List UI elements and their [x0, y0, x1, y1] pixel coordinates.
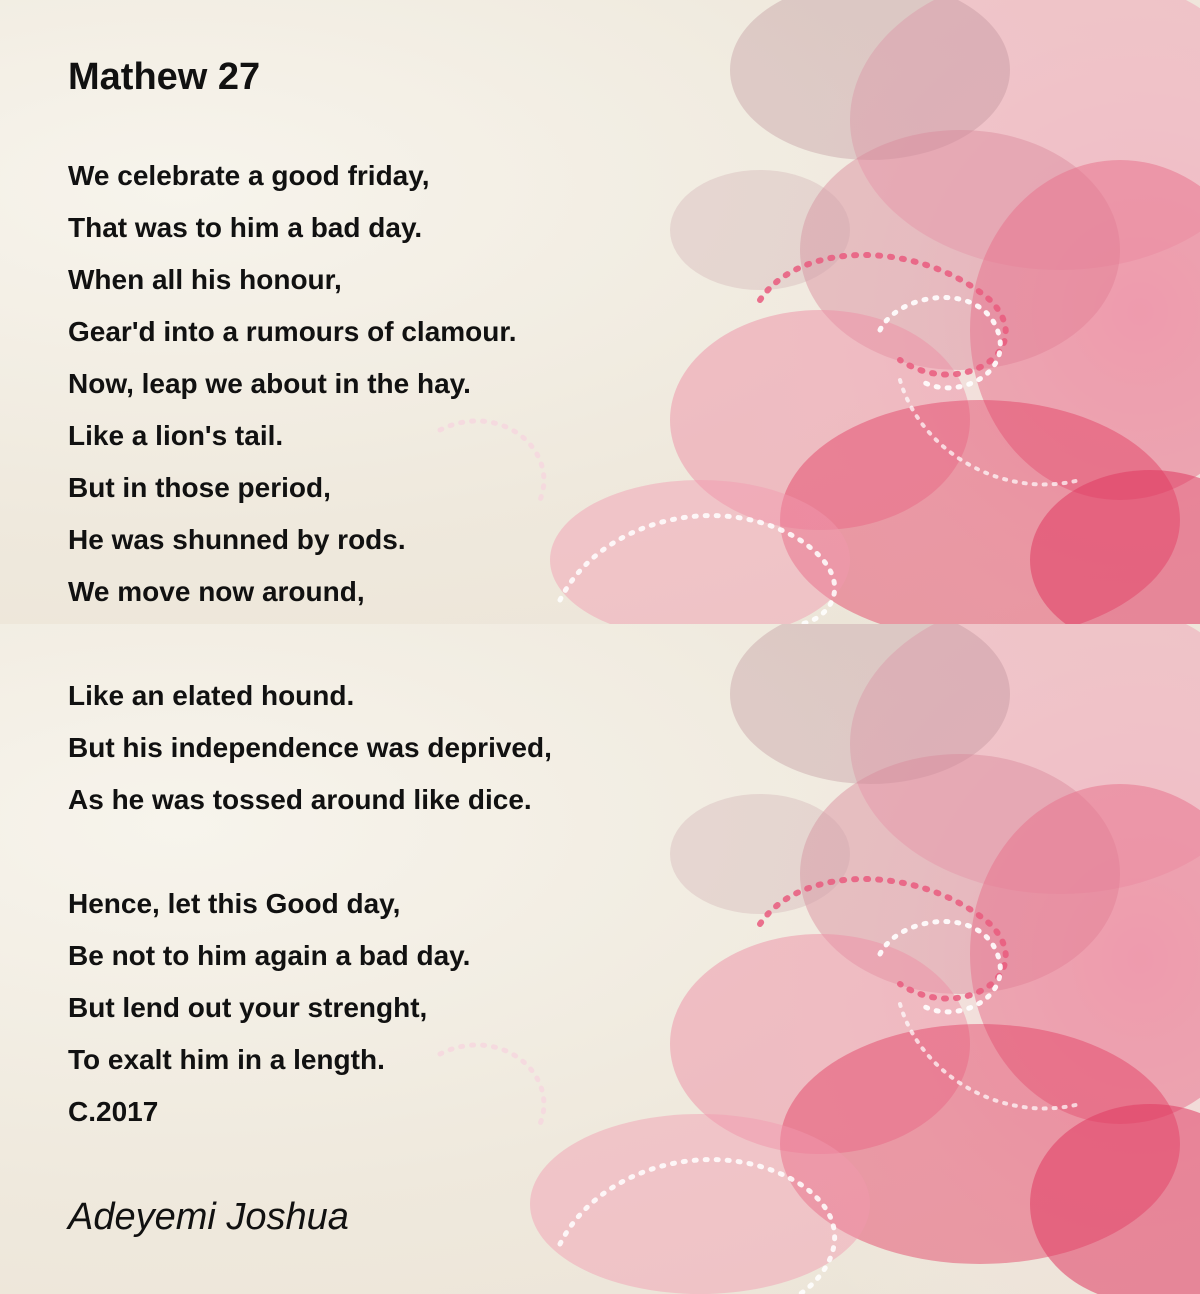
poem-line: That was to him a bad day. [68, 212, 423, 243]
poem-line: But in those period, [68, 472, 331, 503]
poem-line: But lend out your strenght, [68, 992, 428, 1023]
poem-line: Hence, let this Good day, [68, 888, 401, 919]
poem-line: Like an elated hound. [68, 680, 355, 711]
poem-line: We celebrate a good friday, [68, 160, 430, 191]
poem-line: C.2017 [68, 1096, 159, 1127]
poem-line: But his independence was deprived, [68, 732, 552, 763]
stanza-3 [68, 878, 552, 1138]
stanza-1 [68, 150, 552, 618]
poem-line: Gear'd into a rumours of clamour. [68, 316, 517, 347]
poem-line: Now, leap we about in the hay. [68, 368, 471, 399]
poem-line: When all his honour, [68, 264, 342, 295]
poem-author: Adeyemi Joshua [68, 1196, 349, 1238]
poem-line: We move now around, [68, 576, 365, 607]
stanza-break [68, 618, 552, 670]
poem-line: Be not to him again a bad day. [68, 940, 471, 971]
poem-body [68, 150, 552, 1138]
poem-line: To exalt him in a length. [68, 1044, 385, 1075]
poem-line: He was shunned by rods. [68, 524, 406, 555]
poem-title: Mathew 27 [68, 56, 261, 98]
stanza-2 [68, 670, 552, 826]
poem-line: Like a lion's tail. [68, 420, 284, 451]
stanza-break [68, 826, 552, 878]
poem-line: As he was tossed around like dice. [68, 784, 532, 815]
